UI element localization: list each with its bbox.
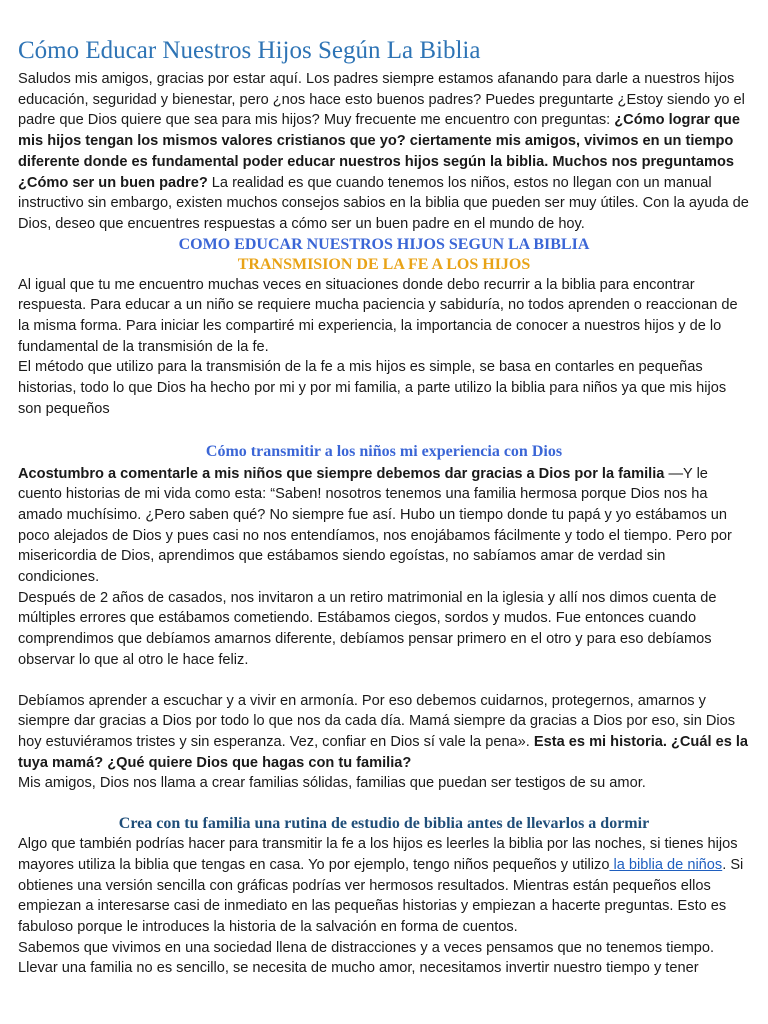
section2-bold-question: Esta es mi historia. ¿Cuál es la tuya mamá? ¿Qué quiere Dios que hagas con tu familia? <box>18 733 749 771</box>
section3-paragraph-2: Sabemos que vivimos en una sociedad llena de distracciones y a veces pensamos que no tenemos tiempo. Llevar una familia no es sencillo, se necesita de mucho amor, necesitamos invertir nuestro tiempo y tener <box>18 939 715 977</box>
section3-text-a: Algo que también podrías hacer para transmitir la fe a los hijos es leerles la biblia por las noches, si tienes hijos mayores utiliza la biblia que tengas en casa. Yo por ejemplo, tengo niños pequeños y utilizo <box>18 836 738 873</box>
spacer <box>18 420 750 442</box>
section1-paragraph-1: Al igual que tu me encuentro muchas veces en situaciones donde debo recurrir a la biblia para encontrar respuesta. Para educar a un niño se requiere mucha paciencia y sabiduría, no todos aprenden o reaccionan de la misma forma. Para iniciar les compartiré mi experiencia, la importancia de conocer a nuestros hijos y de lo fundamental de la transmisión de la fe. <box>18 276 738 355</box>
section3-paragraph-1 <box>18 834 750 938</box>
intro-bold-text: ¿Cómo lograr que mis hijos tengan los mismos valores cristianos que yo? ciertamente mis amigos, vivimos en un tiempo diferente donde es fundamental poder educar nuestros hijos según la biblia. Muchos nos preguntamos ¿Cómo ser un buen padre? <box>18 112 740 191</box>
section2-text: —Y le cuento historias de mi vida como esta: “Saben! nosotros tenemos una familia hermosa porque Dios nos ha amado muchísimo. ¿Pero saben qué? No siempre fue así. Hubo un tiempo donde tu papá y yo estábamos un poco alejados de Dios y pues casi no nos entendíamos, nos enojábamos fácilmente y todo el tiempo. Pero por misericordia de Dios, aprendimos que estábamos siendo egoístas, no sabíamos amar de verdad sin condiciones. <box>18 465 732 586</box>
biblia-ninos-link[interactable]: la biblia de niños <box>609 856 723 873</box>
section2-text-3: Debíamos aprender a escuchar y a vivir en armonía. Por eso debemos cuidarnos, protegernos, amarnos y siempre dar gracias a Dios por todo lo que nos da cada día. Mamá siempre da gracias a Dios por eso, sin Dios hoy estuviéramos tristes y sin esperanza. Vez, confiar en Dios sí vale la pena». <box>18 692 736 750</box>
heading-rutina-biblia: Crea con tu familia una rutina de estudio de biblia antes de llevarlos a dormir <box>118 815 650 833</box>
section2-bold-text: Acostumbro a comentarle a mis niños que siempre debemos dar gracias a Dios por la familia <box>18 465 665 482</box>
heading-experiencia: Cómo transmitir a los niños mi experiencia con Dios <box>205 442 563 460</box>
intro-text-2: La realidad es que cuando tenemos los niños, estos no llegan con un manual instructivo sin embargo, existen muchos consejos sabios en la biblia que pueden ser muy útiles. Con la ayuda de Dios, deseo que encuentres respuestas a cómo ser un buen padre en el mundo de hoy. <box>18 174 749 232</box>
heading-como-educar: COMO EDUCAR NUESTROS HIJOS SEGUN LA BIBLIA <box>178 235 590 253</box>
intro-paragraph <box>18 69 750 235</box>
spacer <box>18 671 750 691</box>
heading-transmision: TRANSMISION DE LA FE A LOS HIJOS <box>237 255 531 273</box>
section2-paragraph-4: Mis amigos, Dios nos llama a crear familias sólidas, familias que puedan ser testigos de su amor. <box>18 775 646 792</box>
section3-text-b: . Si obtienes una versión sencilla con gráficas podrías ver hermosos resultados. Mientras están pequeños ellos empiezan a interesarse casi de inmediato en las pequeñas historias y empiezan a hacerte preguntas. Esto es fabuloso porque le introduces la historia de la salvación en forma de cuentos. <box>18 856 744 935</box>
section2-paragraph-2: Después de 2 años de casados, nos invitaron a un retiro matrimonial en la iglesia y allí nos dimos cuenta de múltiples errores que estábamos cometiendo. Estábamos ciegos, sordos y mudos. Fue entonces cuando comprendimos que debíamos amarnos diferente, debíamos pensar primero en el otro y para eso debíamos observar lo que al otro le hace feliz. <box>18 589 717 668</box>
section1-paragraph-2: El método que utilizo para la transmisión de la fe a mis hijos es simple, se basa en contarles en pequeñas historias, todo lo que Dios ha hecho por mi y por mi familia, a parte utilizo la biblia para niños ya que mis hijos son pequeños <box>18 359 727 417</box>
section2-paragraph-1 <box>18 464 750 588</box>
page-title: Cómo Educar Nuestros Hijos Según La Biblia <box>18 37 481 64</box>
spacer <box>18 794 750 814</box>
section2-paragraph-3 <box>18 691 750 774</box>
intro-text-1: Saludos mis amigos, gracias por estar aquí. Los padres siempre estamos afanando para darle a nuestros hijos educación, seguridad y bienestar, pero ¿nos hace esto buenos padres? Puedes preguntarte ¿Estoy siendo yo el padre que Dios quiere que sea para mis hijos? Muy frecuente me encuentro con preguntas: <box>18 71 745 129</box>
